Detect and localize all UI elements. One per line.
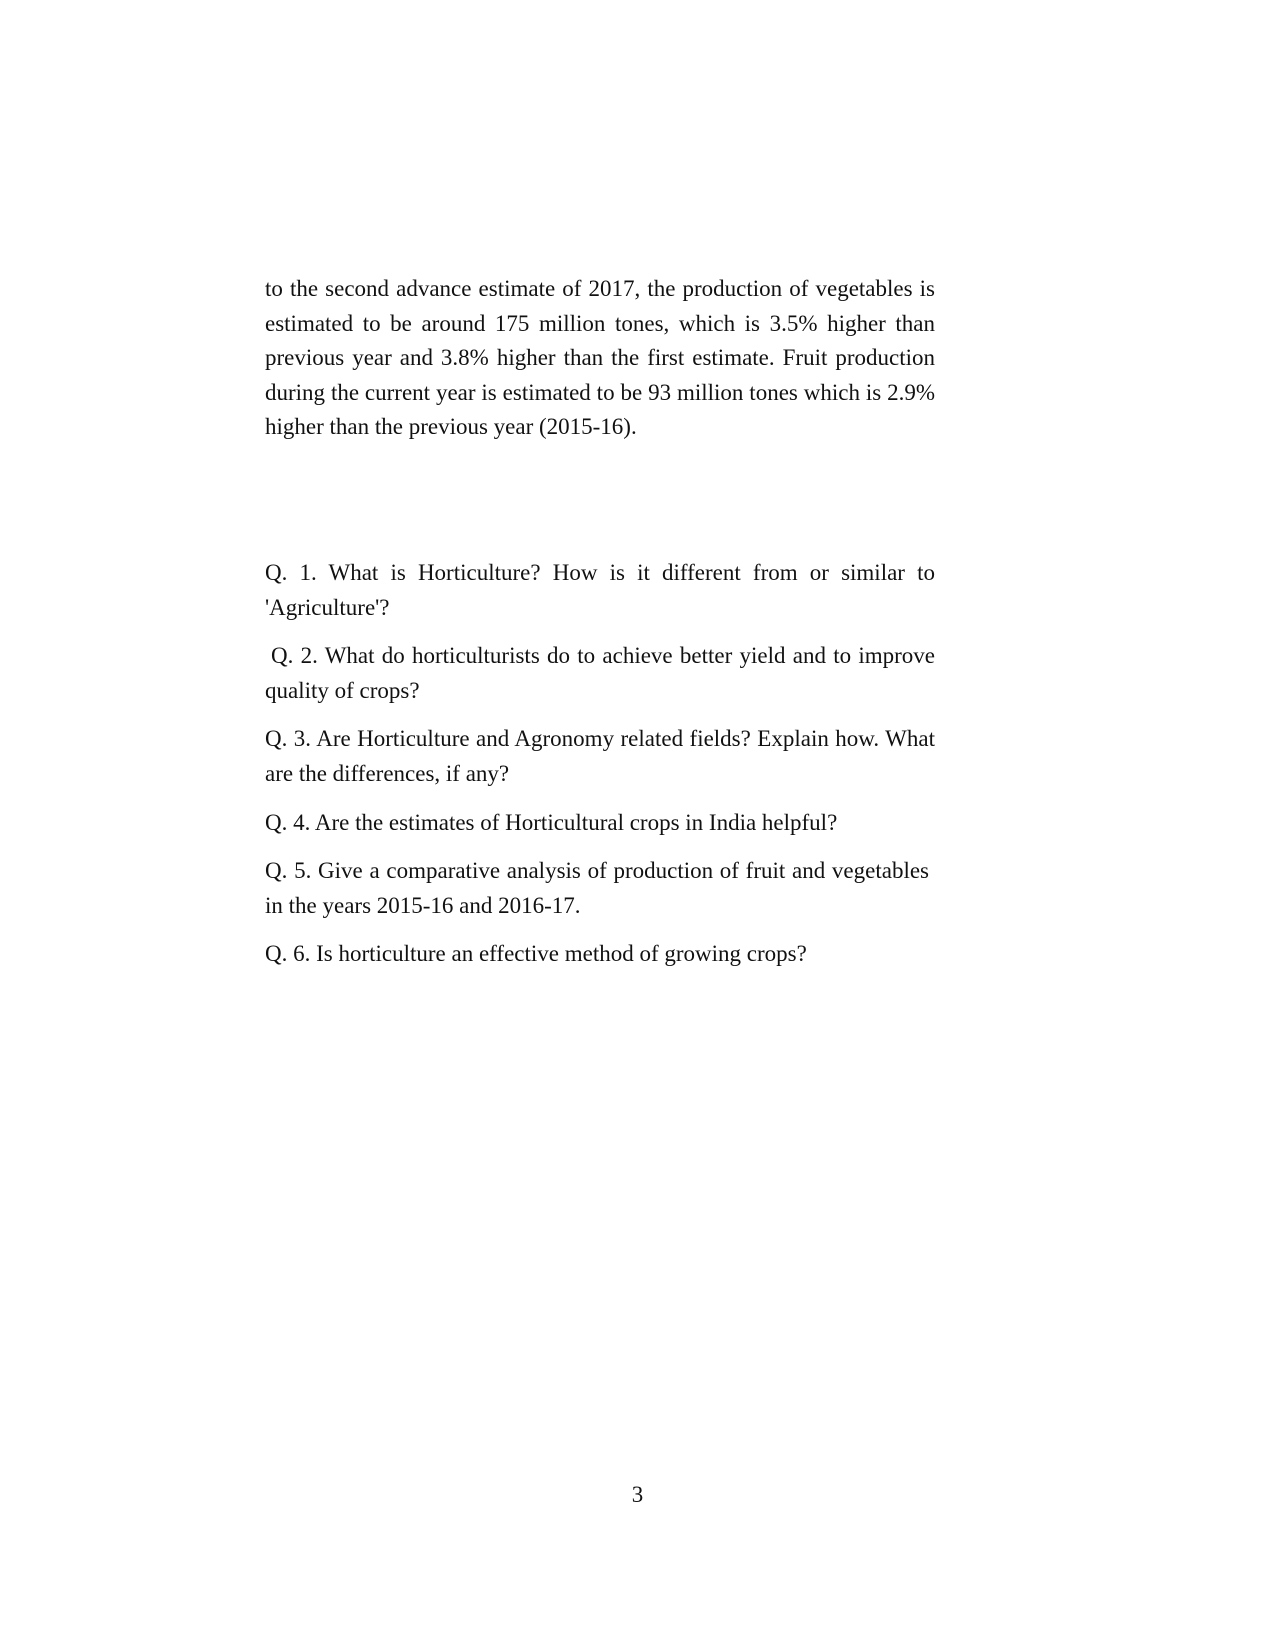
question-5: Q. 5. Give a comparative analysis of production of fruit and vegetables in the years 2015-16 and 2016-17. — [265, 858, 929, 918]
body-text-block — [265, 272, 935, 445]
question-4: Q. 4. Are the estimates of Horticultural crops in India helpful? — [265, 809, 838, 835]
question-3: Q. 3. Are Horticulture and Agronomy related fields? Explain how. What are the differences, if any? — [265, 726, 935, 786]
body-paragraph: to the second advance estimate of 2017, the production of vegetables is estimated to be around 175 million tones, which is 3.5% higher than previous year and 3.8% higher than the first estimate. Fruit production during the current year is estimated to be 93 million tones which is 2.9% higher than the previous year (2015-16). — [265, 276, 935, 440]
question-6: Q. 6. Is horticulture an effective method of growing crops? — [265, 941, 807, 967]
page-number: 3 — [631, 1482, 644, 1507]
question-list — [265, 556, 935, 986]
question-2: Q. 2. What do horticulturists do to achieve better yield and to improve quality of crops? — [265, 643, 935, 703]
question-1: Q. 1. What is Horticulture? How is it different from or similar to 'Agriculture'? — [265, 560, 935, 620]
